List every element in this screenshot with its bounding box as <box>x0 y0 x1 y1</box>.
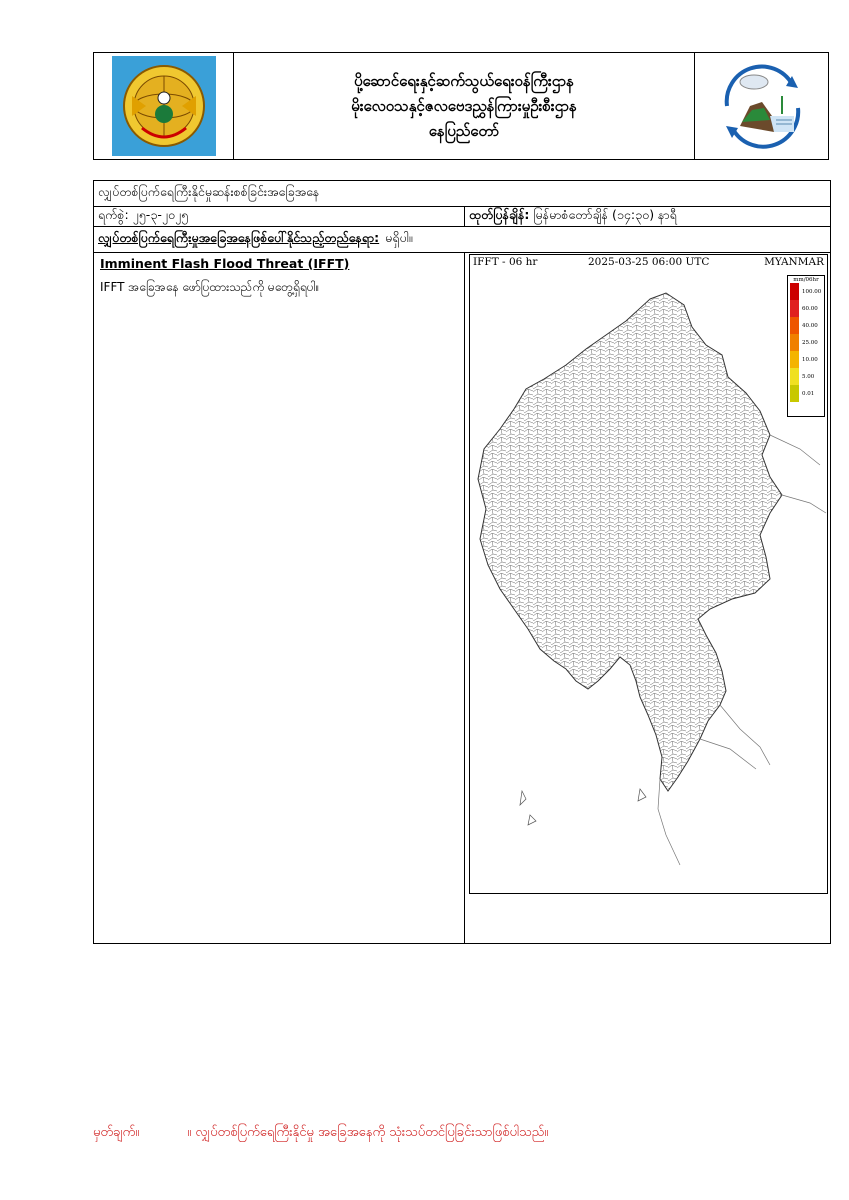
legend-value: 60.00 <box>802 305 818 312</box>
map-label-product: IFFT - 06 hr <box>473 256 538 268</box>
ifft-text-cell <box>94 253 465 943</box>
issue-time-value: မြန်မာစံတော်ချိန် (၁၄:၃၀) နာရီ <box>533 207 677 222</box>
legend-value: 5.00 <box>802 373 815 380</box>
legend-swatch <box>790 317 799 334</box>
dmh-logo <box>712 56 812 156</box>
note-label: မှတ်ချက်။ <box>93 1125 140 1140</box>
issue-time-label: ထုတ်ပြန်ချိန်: <box>469 207 530 222</box>
legend-item <box>788 334 824 351</box>
threat-locations-value: မရှိပါ။ <box>385 230 413 245</box>
date-time-row <box>94 207 830 227</box>
legend-value: 100.00 <box>802 288 822 295</box>
header-title <box>234 53 694 159</box>
ministry-logo <box>112 56 216 156</box>
legend-swatch <box>790 300 799 317</box>
date-label: ရက်စွဲ: <box>98 207 129 222</box>
ifft-map <box>469 254 828 894</box>
map-label-country: MYANMAR <box>764 256 824 268</box>
ifft-section <box>94 253 830 943</box>
legend-item <box>788 283 824 300</box>
legend-swatch <box>790 385 799 402</box>
legend-value: 25.00 <box>802 339 818 346</box>
legend-swatch <box>790 334 799 351</box>
ifft-description: IFFT အခြေအနေ ဖော်ပြထားသည်ကို မတွေ့ရှိရပါ။ <box>100 280 320 294</box>
header-line-department: မိုးလေဝသနှင့်ဇလဗေဒညွှန်ကြားမှုဦးစီးဌာန <box>351 96 577 115</box>
legend-swatch <box>790 351 799 368</box>
legend-items <box>788 283 824 402</box>
date-value: ၂၅-၃-၂၀၂၅ <box>132 207 189 222</box>
rainfall-legend <box>787 275 825 417</box>
legend-swatch <box>790 368 799 385</box>
ministry-logo-cell <box>94 53 234 159</box>
legend-item <box>788 385 824 402</box>
date-cell <box>94 207 465 226</box>
assessment-status-title: လျှပ်တစ်ပြက်ရေကြီးနိုင်မှုဆန်းစစ်ခြင်းအခြေအနေ <box>98 184 320 199</box>
note-text: ။ လျှပ်တစ်ပြက်ရေကြီးနိုင်မှု အခြေအနေကို သုံးသပ်တင်ပြခြင်းသာဖြစ်ပါသည်။ <box>187 1125 549 1140</box>
assessment-status-row <box>94 181 830 207</box>
legend-value: 40.00 <box>802 322 818 329</box>
header-line-city: နေပြည်တော် <box>428 121 500 140</box>
myanmar-basin-map <box>470 269 827 893</box>
legend-item <box>788 368 824 385</box>
header-line-ministry: ပို့ဆောင်ရေးနှင့်ဆက်သွယ်ရေးဝန်ကြီးဌာန <box>354 71 574 90</box>
info-table <box>93 180 831 944</box>
footer-note <box>93 1124 548 1143</box>
legend-unit: mm/06hr <box>793 277 819 283</box>
dmh-logo-cell <box>694 53 828 159</box>
issue-time-cell <box>465 207 830 226</box>
legend-item <box>788 300 824 317</box>
legend-value: 0.01 <box>802 390 815 397</box>
legend-value: 10.00 <box>802 356 818 363</box>
ifft-title: Imminent Flash Flood Threat (IFFT) <box>100 256 350 271</box>
map-label-datetime: 2025-03-25 06:00 UTC <box>588 256 710 268</box>
ifft-map-cell <box>465 253 830 943</box>
legend-item <box>788 351 824 368</box>
header-box <box>93 52 829 160</box>
myanmar-outline <box>478 293 782 791</box>
legend-swatch <box>790 283 799 300</box>
map-header <box>470 255 827 269</box>
threat-locations-label: လျှပ်တစ်ပြက်ရေကြီးမှုအခြေအနေဖြစ်ပေါ်နိုင်သည့်တည်နေရာ: <box>98 230 380 245</box>
threat-locations-row <box>94 227 830 253</box>
legend-item <box>788 317 824 334</box>
islands <box>520 789 646 825</box>
